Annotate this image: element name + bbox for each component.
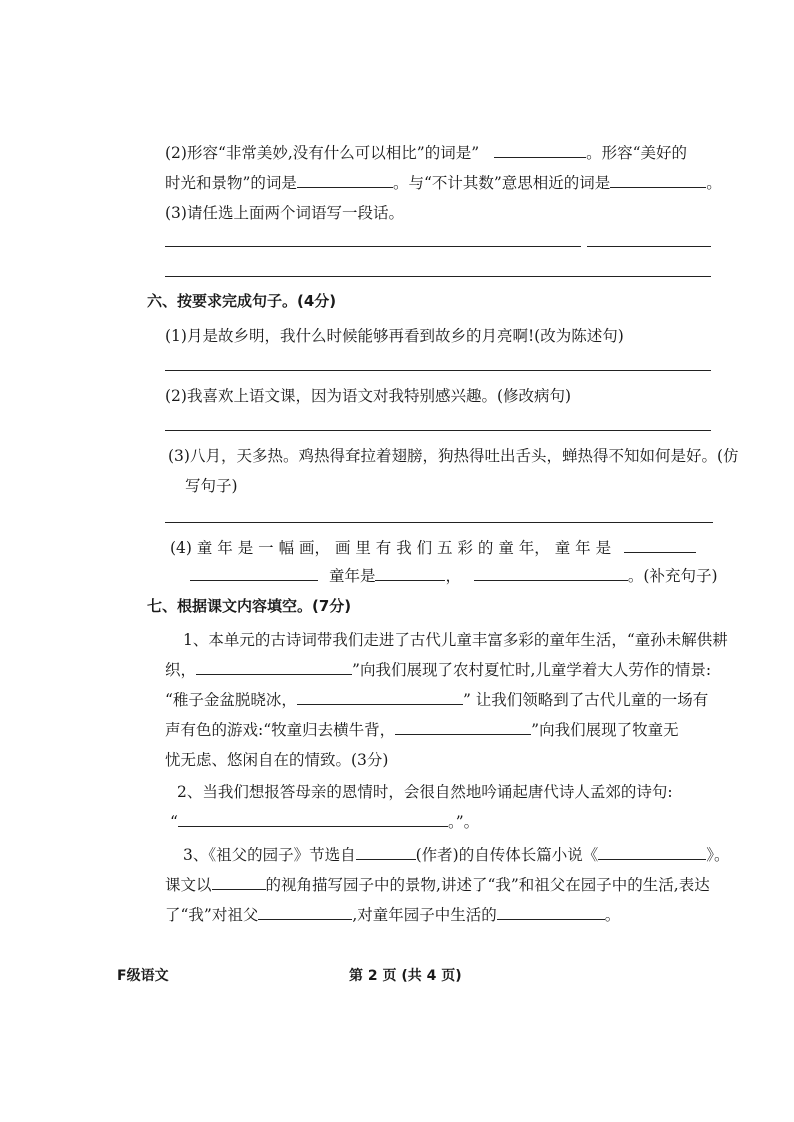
q7-para1-line5: 忧无虑、悠闲自在的情致。(3分): [165, 751, 389, 769]
q7-para3-line1: 3、《祖父的园子》节选自 (作者)的自传体长篇小说《 》。: [183, 846, 730, 864]
q7-para1-line4: 声有色的游戏:“牧童归去横牛背， ”向我们展现了牧童无: [165, 721, 679, 739]
q7-para1-line3: “稚子金盆脱晓冰， ” 让我们领略到了古代儿童的一场有: [165, 691, 709, 709]
answer-blank[interactable]: [212, 876, 266, 890]
q7-para3-line2: 课文以 的视角描写园子中的景物,讲述了“我”和祖父在园子中的生活,表达: [165, 876, 710, 894]
q5-item2-line1: (2)形容“非常美妙,没有什么可以相比”的词是” 。形容“美好的: [165, 144, 688, 162]
footer-subject: F级语文: [117, 968, 169, 984]
answer-blank[interactable]: [196, 661, 352, 675]
page-number: 第 2 页 (共 4 页): [349, 968, 462, 984]
answer-blank[interactable]: [395, 721, 531, 735]
answer-blank[interactable]: [598, 846, 706, 860]
answer-line[interactable]: [165, 430, 711, 431]
q6-sentence-1: (1)月是故乡明，我什么时候能够再看到故乡的月亮啊!(改为陈述句): [165, 327, 624, 345]
answer-blank[interactable]: [258, 906, 352, 920]
q6-sentence-3-line1: (3)八月，天多热。鸡热得耷拉着翅膀，狗热得吐出舌头，蝉热得不知如何是好。(仿: [168, 447, 739, 465]
answer-line[interactable]: [165, 370, 711, 371]
q6-sentence-3-line2: 写句子): [185, 477, 238, 495]
q5-item2-line2: 时光和景物”的词是 。与“不计其数”意思相近的词是 。: [165, 174, 722, 192]
answer-blank[interactable]: [297, 691, 463, 705]
answer-blank[interactable]: [497, 906, 605, 920]
answer-blank[interactable]: [375, 567, 445, 581]
answer-blank[interactable]: [297, 174, 393, 188]
q5-item3: (3)请任选上面两个词语写一段话。: [165, 204, 404, 222]
q7-para2-line1: 2、当我们想报答母亲的恩情时，会很自然地吟诵起唐代诗人孟郊的诗句:: [177, 783, 673, 801]
answer-blank[interactable]: [356, 846, 416, 860]
q7-para1-line1: 1、本单元的古诗词带我们走进了古代儿童丰富多彩的童年生活，“童孙未解供耕: [183, 631, 728, 649]
q6-sentence-4-line1: (4) 童 年 是 一 幅 画， 画 里 有 我 们 五 彩 的 童 年， 童 年 是: [170, 539, 696, 558]
answer-blank[interactable]: [190, 567, 318, 581]
answer-blank[interactable]: [610, 174, 706, 188]
answer-blank[interactable]: [178, 813, 448, 827]
writing-line[interactable]: [165, 246, 581, 247]
q7-para1-line2: 织， ”向我们展现了农村夏忙时,儿童学着大人劳作的情景:: [165, 661, 712, 679]
answer-blank[interactable]: [474, 567, 628, 581]
q6-sentence-4-line2: 童年是 ， 。(补充句子): [190, 567, 718, 586]
answer-blank[interactable]: [624, 539, 696, 553]
answer-blank[interactable]: [494, 144, 586, 158]
section-7-heading: 七、根据课文内容填空。(7分): [147, 597, 352, 615]
writing-line[interactable]: [165, 276, 711, 277]
answer-line[interactable]: [165, 522, 713, 523]
q6-sentence-2: (2)我喜欢上语文课，因为语文对我特别感兴趣。(修改病句): [165, 387, 572, 405]
q7-para3-line3: 了“我”对祖父 ,对童年园子中生活的 。: [165, 906, 621, 924]
writing-line[interactable]: [587, 246, 711, 247]
section-6-heading: 六、按要求完成句子。(4分): [147, 292, 337, 310]
q7-para2-line2: “ 。”。: [170, 813, 480, 831]
